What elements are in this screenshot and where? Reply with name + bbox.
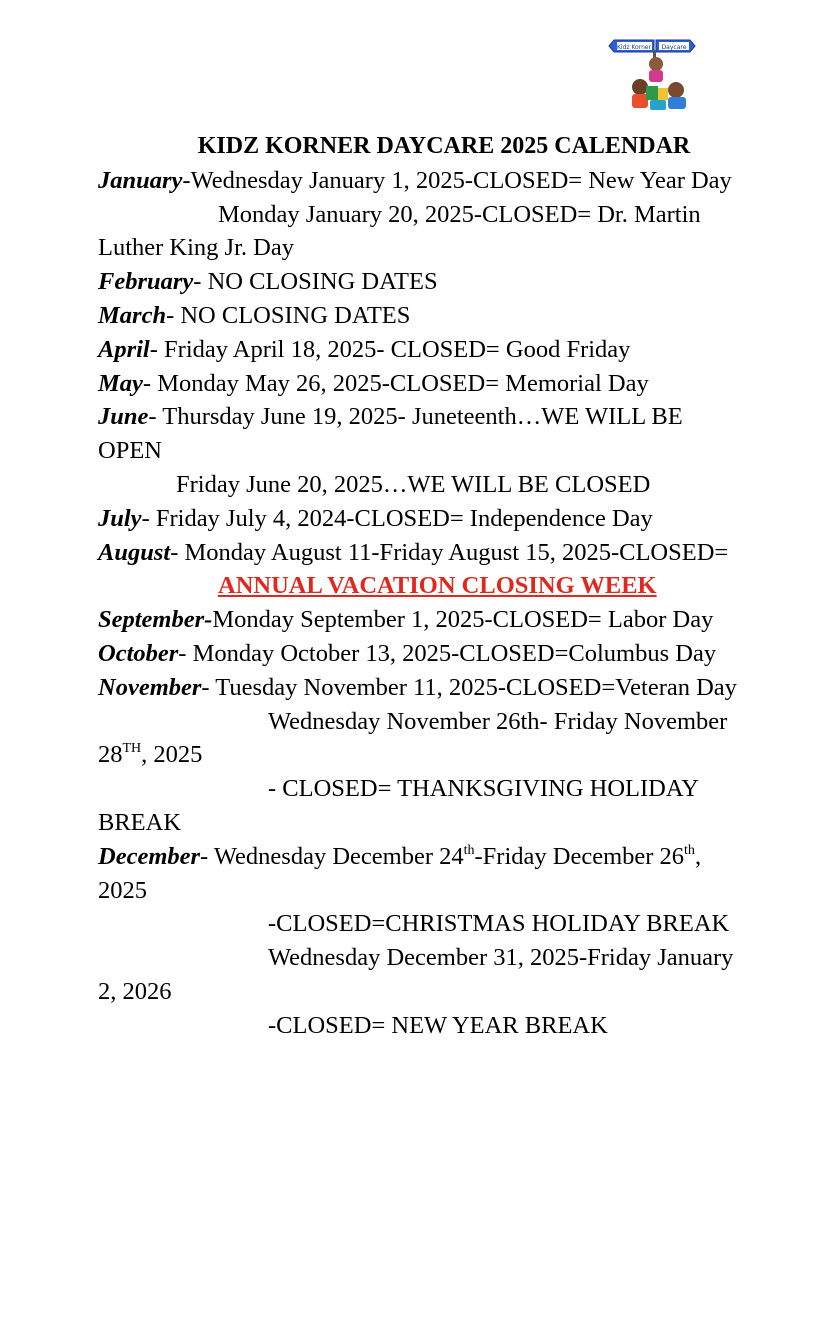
month-label: December: [98, 842, 201, 870]
closing-text: Wednesday November 26th- Friday November 28: [98, 707, 728, 769]
closing-text: - Friday July 4, 2024-CLOSED= Independence Day: [141, 504, 653, 532]
month-label: July: [98, 504, 142, 532]
july-entry: [98, 502, 738, 536]
november-entry-2: [98, 705, 738, 773]
logo-sign-right-text: Daycare: [661, 44, 687, 51]
april-entry: [98, 333, 738, 367]
closing-text: - CLOSED= THANKSGIVING HOLIDAY BREAK: [98, 775, 699, 836]
closing-text: -Wednesday January 1, 2025-CLOSED= New Year Day: [182, 166, 732, 194]
kidz-korner-logo: [606, 32, 702, 116]
december-entry-3: [98, 941, 738, 1009]
month-label: January: [98, 166, 183, 194]
annual-vacation-banner: ANNUAL VACATION CLOSING WEEK: [218, 572, 657, 600]
calendar-text: [98, 130, 738, 1043]
month-label: February: [98, 268, 194, 296]
january-entry: [98, 164, 738, 198]
closing-text: - Monday August 11-Friday August 15, 2025-CLOSED=: [170, 538, 729, 566]
september-entry: [98, 603, 738, 637]
closing-text: -CLOSED= NEW YEAR BREAK: [268, 1011, 608, 1039]
logo-sign-left-text: Kidz Korner: [616, 44, 652, 51]
logo-child-right-head: [668, 82, 684, 98]
closing-text: - Tuesday November 11, 2025-CLOSED=Veteran Day: [201, 673, 737, 701]
closing-text: -Friday December 26: [474, 842, 685, 870]
closing-text: - NO CLOSING DATES: [193, 268, 438, 296]
closing-text: , 2025: [141, 741, 203, 769]
logo-child-left-head: [632, 79, 648, 95]
december-entry: [98, 840, 738, 908]
closing-text: , 2025: [98, 842, 702, 904]
month-label: August: [98, 538, 171, 566]
august-entry: [98, 536, 738, 570]
closing-text: -CLOSED=CHRISTMAS HOLIDAY BREAK: [268, 910, 730, 938]
page-title: KIDZ KORNER DAYCARE 2025 CALENDAR: [197, 133, 691, 159]
closing-text: Monday January 20, 2025-CLOSED= Dr. Martin Luther King Jr. Day: [98, 200, 701, 262]
closing-text: - Wednesday December 24: [200, 842, 464, 870]
month-label: April: [98, 335, 150, 363]
december-entry-4: [98, 1009, 738, 1043]
june-entry: [98, 400, 738, 468]
closing-text: - NO CLOSING DATES: [166, 301, 411, 329]
may-entry: [98, 367, 738, 401]
superscript: th: [463, 842, 475, 858]
month-label: October: [98, 639, 179, 667]
closing-text: - Thursday June 19, 2025- Juneteenth…WE WILL BE OPEN: [98, 403, 683, 465]
march-entry: [98, 299, 738, 333]
closing-text: - Friday April 18, 2025- CLOSED= Good Friday: [149, 335, 631, 363]
month-label: September-: [98, 606, 213, 634]
december-entry-2: [98, 907, 738, 941]
october-entry: [98, 637, 738, 671]
closing-text: Monday September 1, 2025-CLOSED= Labor Day: [212, 606, 714, 634]
closing-text: Friday June 20, 2025…WE WILL BE CLOSED: [176, 470, 651, 498]
month-label: June: [98, 403, 149, 431]
month-label: November: [98, 673, 202, 701]
closing-text: Wednesday December 31, 2025-Friday January 2, 2026: [98, 944, 734, 1005]
november-entry-3: [98, 772, 738, 840]
november-entry: [98, 671, 738, 705]
month-label: March: [98, 301, 167, 329]
february-entry: [98, 265, 738, 299]
closing-text: - Monday May 26, 2025-CLOSED= Memorial Day: [142, 369, 649, 397]
june-entry-2: [98, 468, 738, 502]
january-entry-2: [98, 198, 738, 266]
superscript: th: [684, 842, 695, 858]
closing-text: - Monday October 13, 2025-CLOSED=Columbus Day: [178, 639, 717, 667]
month-label: May: [98, 369, 143, 397]
logo-child-top-head: [649, 57, 663, 71]
superscript: TH: [122, 741, 142, 757]
